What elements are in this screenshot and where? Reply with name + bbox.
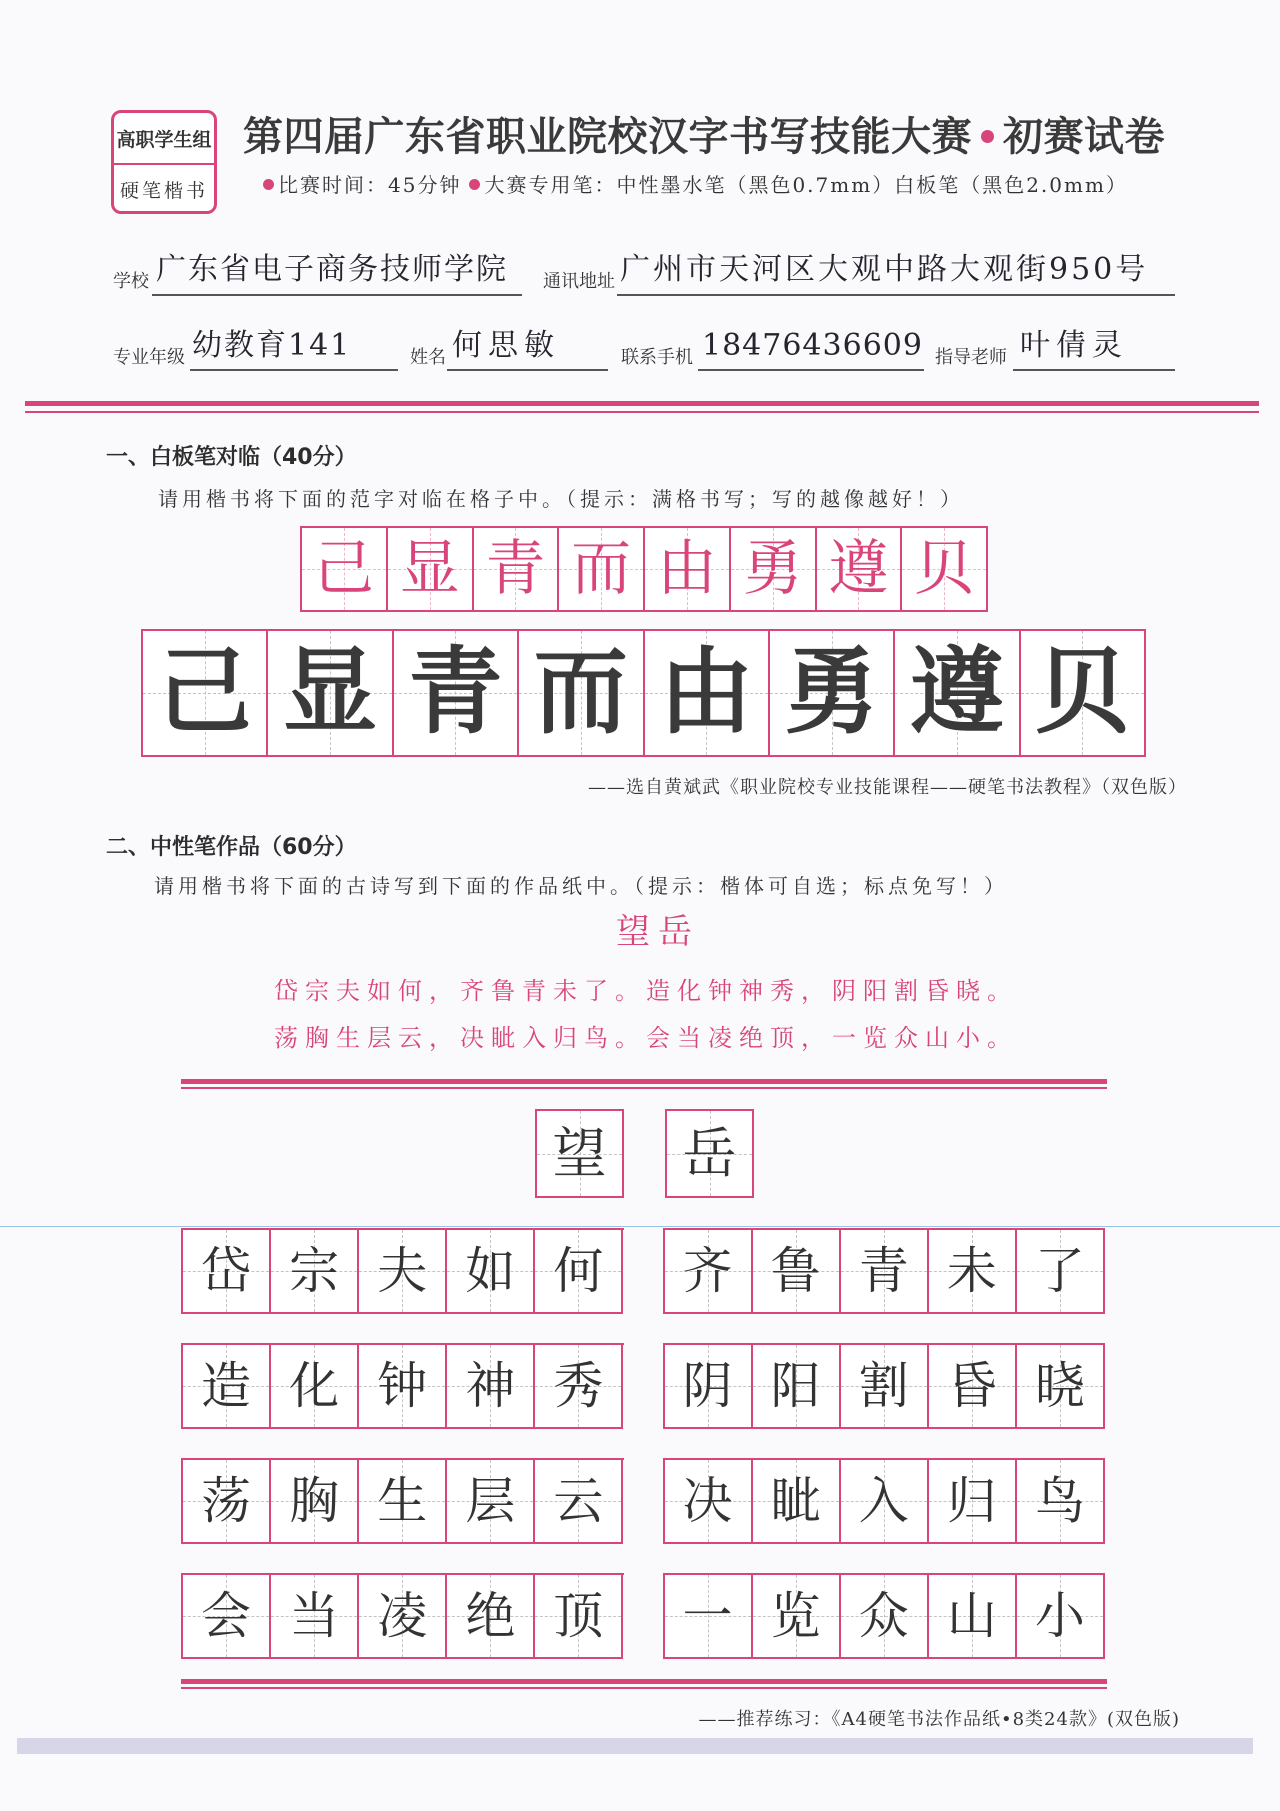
teacher-label: 指导老师 [935,347,1007,368]
work-cell[interactable] [753,1230,841,1314]
work-cell[interactable] [929,1575,1017,1659]
work-cell[interactable] [929,1460,1017,1544]
copy-char-cell[interactable] [268,631,393,757]
model-char: 遵 [828,534,889,604]
model-char-cell [817,528,903,612]
written-char: 而 [533,638,628,747]
work-cell[interactable] [929,1345,1017,1429]
teacher-underline [1013,369,1175,371]
section1-source: ——选自黄斌武《职业院校专业技能课程——硬笔书法教程》（双色版） [588,777,1187,798]
copy-char-cell[interactable] [143,631,268,757]
work-grid [181,1228,1105,1659]
work-cell[interactable] [841,1575,929,1659]
work-cell[interactable] [929,1230,1017,1314]
work-cell[interactable] [447,1345,535,1429]
title-main: 第四届广东省职业院校汉字书写技能大赛 [243,114,972,160]
work-char: 岱 [201,1242,252,1300]
model-char-cell [302,528,388,612]
header-divider-thin [25,411,1259,413]
model-char: 由 [656,534,717,604]
model-char-cell [902,528,988,612]
work-top-divider-thin [181,1087,1107,1089]
model-char-cell [474,528,560,612]
work-cell[interactable] [841,1460,929,1544]
work-cell[interactable] [753,1345,841,1429]
written-char: 青 [408,638,503,747]
work-row [181,1458,1105,1544]
work-char: 生 [377,1472,428,1530]
work-char: 如 [465,1242,516,1300]
work-char: 阴 [682,1357,733,1415]
work-char: 钟 [377,1357,428,1415]
work-cell[interactable] [665,1345,753,1429]
work-cell[interactable] [1017,1345,1105,1429]
work-cell[interactable] [271,1460,359,1544]
work-char: 眦 [770,1472,821,1530]
work-char: 化 [289,1357,340,1415]
work-row [181,1228,1105,1314]
work-block-right [663,1228,1106,1314]
work-char: 未 [946,1242,997,1300]
work-cell[interactable] [183,1575,271,1659]
work-cell[interactable] [665,1460,753,1544]
copy-char-cell[interactable] [895,631,1020,757]
work-block-left [181,1228,624,1314]
bottom-bar [17,1738,1253,1754]
exam-pens: 大赛专用笔：中性墨水笔（黑色0.7mm）白板笔（黑色2.0mm） [484,173,1128,197]
work-cell[interactable] [665,1575,753,1659]
work-char: 鲁 [770,1242,821,1300]
work-cell[interactable] [447,1230,535,1314]
work-char: 神 [465,1357,516,1415]
work-char: 割 [858,1357,909,1415]
model-char-cell [388,528,474,612]
copy-char-cell[interactable] [1021,631,1146,757]
work-block-right [663,1343,1106,1429]
model-char-cell [645,528,731,612]
work-title-cell [537,1111,624,1198]
work-bottom-divider-thin [181,1687,1107,1689]
work-char: 宗 [289,1242,340,1300]
work-cell[interactable] [1017,1460,1105,1544]
poem-line: 荡胸生层云，决眦入归鸟。会当凌绝顶，一览众山小。 [274,1024,1018,1052]
model-char: 勇 [742,534,803,604]
phone-label: 联系手机 [621,347,693,368]
copy-char-cell[interactable] [770,631,895,757]
work-title-cell [667,1111,754,1198]
written-char: 贝 [1035,638,1130,747]
work-char: 夫 [377,1242,428,1300]
work-cell[interactable] [359,1460,447,1544]
model-char: 青 [485,534,546,604]
school-label: 学校 [113,271,149,292]
teacher-field[interactable]: 叶倩灵 [1020,328,1128,363]
work-cell[interactable] [271,1345,359,1429]
phone-field[interactable]: 18476436609 [702,328,923,363]
work-char: 秀 [553,1357,604,1415]
work-char: 决 [682,1472,733,1530]
major-field[interactable]: 幼教育141 [192,328,352,363]
section1-heading: 一、白板笔对临（40分） [106,445,357,470]
school-field[interactable]: 广东省电子商务技师学院 [156,252,508,287]
model-char: 显 [399,534,460,604]
work-char: 入 [858,1472,909,1530]
name-label: 姓名 [410,347,446,368]
address-label: 通讯地址 [543,271,615,292]
work-char: 云 [553,1472,604,1530]
phone-underline [698,369,924,371]
work-cell[interactable] [665,1230,753,1314]
work-char: 顶 [553,1587,604,1645]
work-block-right [663,1573,1106,1659]
exam-time: 比赛时间：45分钟 [278,173,462,197]
work-cell[interactable] [535,1460,623,1544]
poem-line: 岱宗夫如何，齐鲁青未了。造化钟神秀，阴阳割昏晓。 [274,977,1018,1005]
work-char: 青 [858,1242,909,1300]
work-cell[interactable] [841,1230,929,1314]
work-char: 昏 [946,1357,997,1415]
work-cell[interactable] [841,1345,929,1429]
work-block-left [181,1573,624,1659]
name-underline [447,369,608,371]
work-char: 众 [858,1587,909,1645]
work-char: 会 [201,1587,252,1645]
written-char: 勇 [784,638,879,747]
work-cell[interactable] [753,1460,841,1544]
model-char-cell [731,528,817,612]
bullet-icon [263,179,274,190]
section1-instruction: 请用楷书将下面的范字对临在格子中。（提示：满格书写；写的越像越好！） [158,487,964,511]
model-char: 而 [571,534,632,604]
work-block-right [663,1458,1106,1544]
work-char: 归 [946,1472,997,1530]
work-char: 小 [1034,1587,1085,1645]
work-cell[interactable] [183,1230,271,1314]
written-char: 己 [157,638,252,747]
category-badge [111,110,217,214]
work-block-left [181,1458,624,1544]
work-bottom-divider [181,1679,1107,1684]
work-char: 造 [201,1357,252,1415]
work-char: 阳 [770,1357,821,1415]
work-char: 荡 [201,1472,252,1530]
work-cell[interactable] [183,1460,271,1544]
work-char: 层 [465,1472,516,1530]
work-char: 当 [289,1587,340,1645]
work-cell[interactable] [753,1575,841,1659]
header-divider [25,401,1259,406]
work-char: 鸟 [1034,1472,1085,1530]
work-cell[interactable] [535,1230,623,1314]
model-char-row [300,526,988,612]
dot-separator-icon [981,130,994,143]
title-suffix: 初赛试卷 [1003,114,1165,160]
footer-recommend: ——推荐练习：《A4硬笔书法作品纸•8类24款》(双色版) [698,1709,1180,1730]
major-underline [190,369,398,371]
section2-heading: 二、中性笔作品（60分） [106,835,357,860]
work-char: 绝 [465,1587,516,1645]
written-char: 由 [659,638,754,747]
work-cell[interactable] [359,1575,447,1659]
work-title-box[interactable] [665,1109,754,1198]
work-char: 何 [553,1242,604,1300]
model-char-cell [559,528,645,612]
work-row [181,1343,1105,1429]
badge-group-label: 高职学生组 [114,113,214,165]
written-char: 遵 [909,638,1004,747]
work-cell[interactable] [271,1575,359,1659]
address-underline [617,294,1175,296]
work-cell[interactable] [535,1345,623,1429]
section2-instruction: 请用楷书将下面的古诗写到下面的作品纸中。（提示：楷体可自选；标点免写！） [154,874,1008,898]
work-cell[interactable] [359,1345,447,1429]
work-char: 了 [1034,1242,1085,1300]
work-cell[interactable] [359,1230,447,1314]
work-char: 一 [682,1587,733,1645]
copy-char-cell[interactable] [394,631,519,757]
work-block-left [181,1343,624,1429]
exam-info [263,170,1128,200]
copy-char-cell[interactable] [519,631,644,757]
major-label: 专业年级 [113,347,185,368]
poem-title: 望岳 [616,912,700,952]
page-title [243,110,1165,164]
work-cell[interactable] [271,1230,359,1314]
bullet-icon [469,179,480,190]
copy-char-cell[interactable] [645,631,770,757]
work-row [181,1573,1105,1659]
written-char: 显 [283,638,378,747]
work-title-char: 岳 [682,1121,737,1185]
scan-line [0,1226,1280,1227]
work-title-box[interactable] [535,1109,624,1198]
work-cell[interactable] [447,1460,535,1544]
work-char: 山 [946,1587,997,1645]
work-cell[interactable] [535,1575,623,1659]
work-top-divider [181,1079,1107,1084]
school-underline [152,294,522,296]
model-char: 贝 [914,534,975,604]
name-field[interactable]: 何思敏 [452,328,560,363]
model-char: 己 [313,534,374,604]
work-cell[interactable] [447,1575,535,1659]
work-char: 晓 [1034,1357,1085,1415]
work-title-char: 望 [552,1121,607,1185]
work-cell[interactable] [1017,1230,1105,1314]
address-field[interactable]: 广州市天河区大观中路大观街950号 [620,252,1149,287]
copy-char-grid [141,629,1146,757]
work-cell[interactable] [183,1345,271,1429]
work-char: 览 [770,1587,821,1645]
work-char: 胸 [289,1472,340,1530]
work-cell[interactable] [1017,1575,1105,1659]
work-char: 齐 [682,1242,733,1300]
work-char: 凌 [377,1587,428,1645]
badge-category-label: 硬笔楷书 [119,179,208,202]
